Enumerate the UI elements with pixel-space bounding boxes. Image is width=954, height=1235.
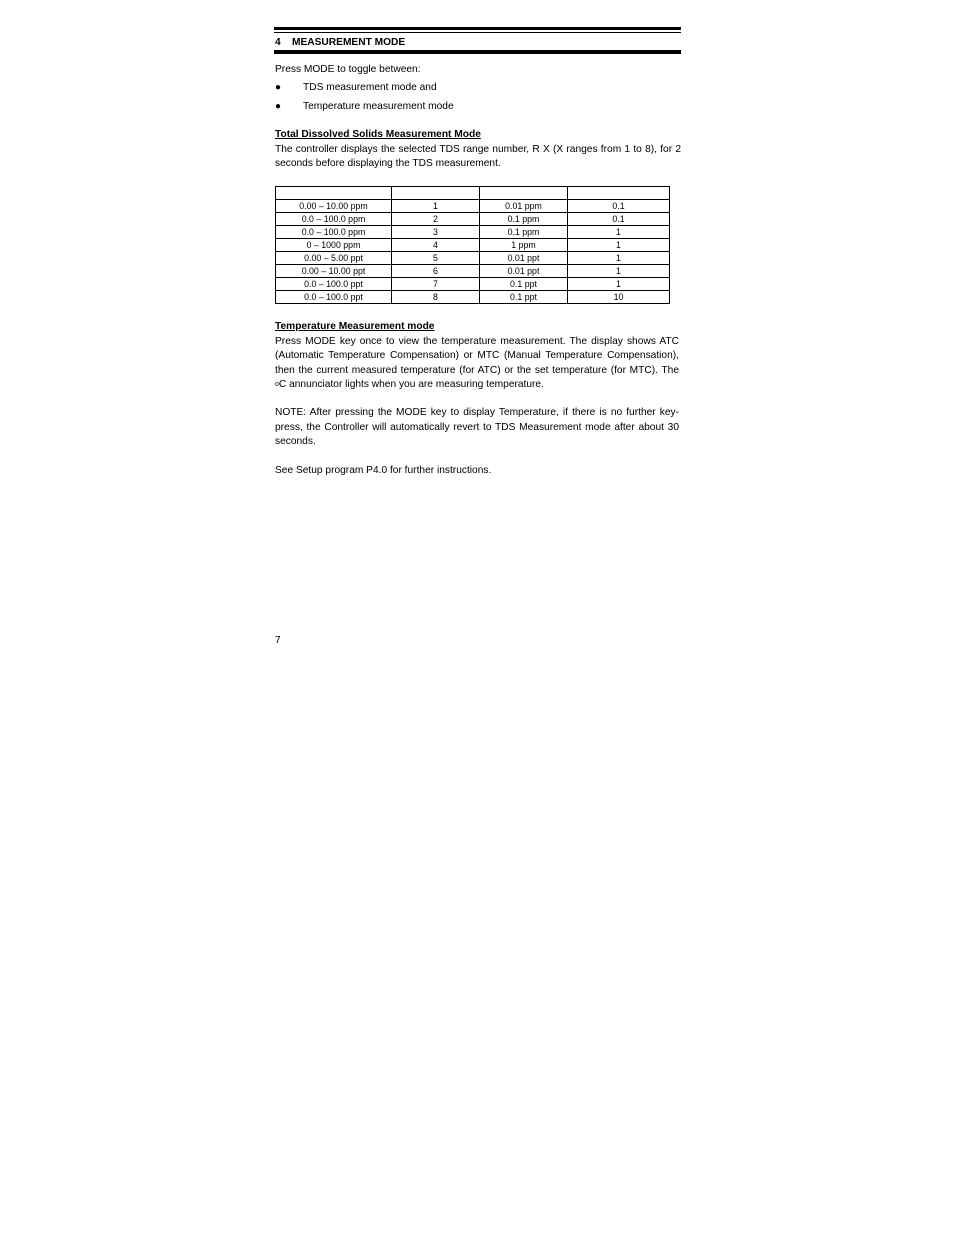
range-number-cell: 1 (392, 200, 480, 213)
section-header (274, 27, 681, 54)
bullet-text: Temperature measurement mode (303, 101, 454, 112)
value-cell: 0.1 (568, 200, 670, 213)
bullet-text: TDS measurement mode and (303, 82, 437, 93)
table-header-cell (392, 187, 480, 200)
tds-section (275, 128, 681, 172)
see-setup-text: See Setup program P4.0 for further instructions. (275, 465, 492, 476)
value-cell: 0.1 (568, 213, 670, 226)
value-cell: 10 (568, 291, 670, 304)
range-cell: 0.0 – 100.0 ppm (276, 226, 392, 239)
table-header-row (276, 187, 670, 200)
table-header-cell (276, 187, 392, 200)
value-cell: 1 (568, 265, 670, 278)
temperature-paragraph (275, 335, 679, 393)
temperature-text-end: C annunciator lights when you are measuring temperature. (278, 379, 544, 390)
temperature-text-start: Press MODE key once to view the temperature measurement. The display shows ATC (Automatic Temperature Compensation) or MTC (Manual Temperature Compensation), then the current measured temperature (for ATC) or the set temperature (for MTC). The (275, 335, 679, 376)
resolution-cell: 0.01 ppt (480, 265, 568, 278)
bullet-icon: ● (275, 82, 282, 93)
tds-heading: Total Dissolved Solids Measurement Mode (275, 129, 481, 140)
value-cell: 1 (568, 226, 670, 239)
range-number-cell: 8 (392, 291, 480, 304)
table-row (276, 239, 670, 252)
note-paragraph: NOTE: After pressing the MODE key to display Temperature, if there is no further key-press, the Controller will automatically revert to TDS Measurement mode after about 30 seconds. (275, 407, 679, 447)
range-number-cell: 7 (392, 278, 480, 291)
table-header-cell (568, 187, 670, 200)
range-cell: 0.0 – 100.0 ppm (276, 213, 392, 226)
range-cell: 0.0 – 100.0 ppt (276, 291, 392, 304)
range-cell: 0.0 – 100.0 ppt (276, 278, 392, 291)
page-number: 7 (275, 635, 281, 646)
temperature-section (275, 320, 679, 393)
resolution-cell: 1 ppm (480, 239, 568, 252)
tds-range-table (275, 186, 670, 304)
table-row (276, 291, 670, 304)
value-cell: 1 (568, 239, 670, 252)
value-cell: 1 (568, 252, 670, 265)
value-cell: 1 (568, 278, 670, 291)
range-number-cell: 6 (392, 265, 480, 278)
range-number-cell: 2 (392, 213, 480, 226)
resolution-cell: 0.01 ppt (480, 252, 568, 265)
table-row (276, 213, 670, 226)
range-number-cell: 4 (392, 239, 480, 252)
table-row (276, 252, 670, 265)
bullet-icon: ● (275, 101, 282, 112)
resolution-cell: 0.1 ppm (480, 213, 568, 226)
degree-symbol: o (275, 381, 279, 388)
table-row (276, 265, 670, 278)
range-cell: 0 – 1000 ppm (276, 239, 392, 252)
range-number-cell: 3 (392, 226, 480, 239)
table-row (276, 278, 670, 291)
range-cell: 0.00 – 10.00 ppm (276, 200, 392, 213)
table-row (276, 200, 670, 213)
resolution-cell: 0.1 ppm (480, 226, 568, 239)
resolution-cell: 0.1 ppt (480, 278, 568, 291)
range-cell: 0.00 – 5.00 ppt (276, 252, 392, 265)
range-number-cell: 5 (392, 252, 480, 265)
resolution-cell: 0.1 ppt (480, 291, 568, 304)
table-row (276, 226, 670, 239)
table-header-cell (480, 187, 568, 200)
tds-paragraph: The controller displays the selected TDS range number, R X (X ranges from 1 to 8), for 2 seconds before displaying the TDS measurement. (275, 143, 681, 169)
temperature-heading: Temperature Measurement mode (275, 321, 435, 332)
manual-page (275, 27, 681, 476)
resolution-cell: 0.01 ppm (480, 200, 568, 213)
section-number: 4 (275, 37, 281, 48)
intro-text: Press MODE to toggle between: (275, 64, 421, 75)
section-title: MEASUREMENT MODE (292, 37, 406, 48)
range-cell: 0.00 – 10.00 ppt (276, 265, 392, 278)
